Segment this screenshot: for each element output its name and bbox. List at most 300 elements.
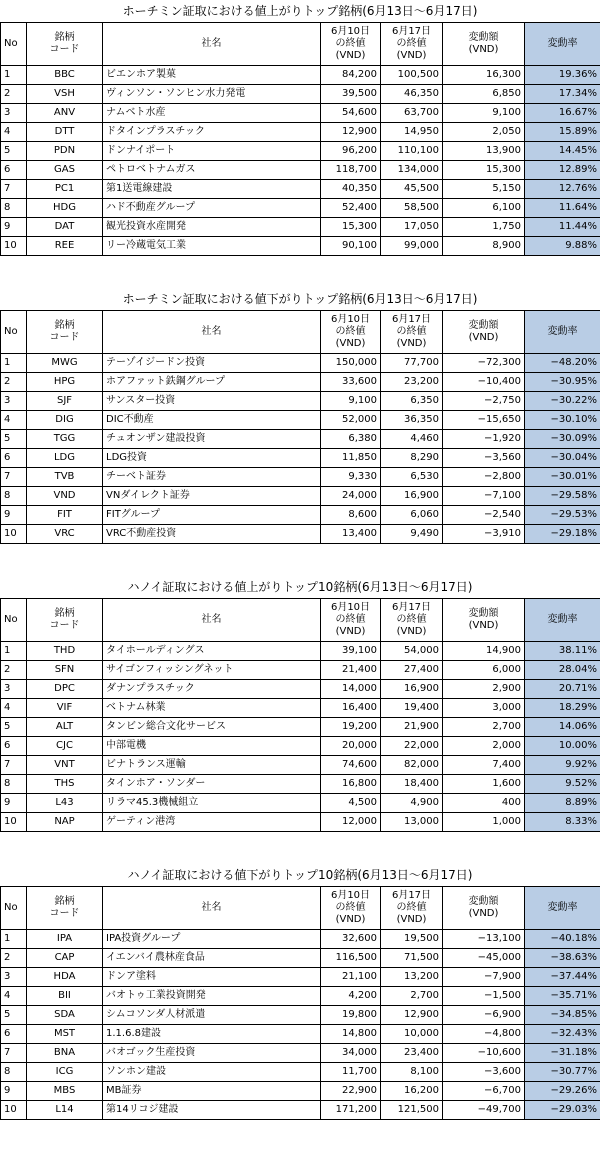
table-row (1, 430, 600, 449)
cell-no: 10 (1, 1101, 27, 1120)
cell-price-jun17: 6,350 (381, 392, 443, 411)
table-row (1, 506, 600, 525)
table-row (1, 794, 600, 813)
cell-no: 9 (1, 794, 27, 813)
cell-rate: 9.88% (525, 237, 600, 256)
cell-rate: 11.44% (525, 218, 600, 237)
cell-price-jun10: 150,000 (321, 354, 381, 373)
cell-rate: −29.26% (525, 1082, 600, 1101)
cell-no: 2 (1, 373, 27, 392)
cell-code: L14 (27, 1101, 103, 1120)
cell-code: GAS (27, 161, 103, 180)
cell-no: 6 (1, 1025, 27, 1044)
table-row (1, 85, 600, 104)
cell-price-jun17: 22,000 (381, 737, 443, 756)
cell-price-jun10: 11,850 (321, 449, 381, 468)
cell-rate: 15.89% (525, 123, 600, 142)
cell-rate: −30.22% (525, 392, 600, 411)
cell-rate: 12.89% (525, 161, 600, 180)
cell-price-jun10: 12,900 (321, 123, 381, 142)
cell-rate: −30.01% (525, 468, 600, 487)
header-no: No (1, 599, 27, 642)
cell-company-name: ナムベト水産 (103, 104, 321, 123)
cell-no: 1 (1, 66, 27, 85)
cell-change: 8,900 (443, 237, 525, 256)
cell-rate: −31.18% (525, 1044, 600, 1063)
cell-company-name: 第1送電線建設 (103, 180, 321, 199)
cell-rate: 8.89% (525, 794, 600, 813)
cell-price-jun10: 14,800 (321, 1025, 381, 1044)
cell-code: VNT (27, 756, 103, 775)
cell-change: 1,600 (443, 775, 525, 794)
cell-no: 3 (1, 680, 27, 699)
cell-company-name: IPA投資グループ (103, 930, 321, 949)
cell-price-jun17: 71,500 (381, 949, 443, 968)
cell-change: 1,000 (443, 813, 525, 832)
cell-no: 8 (1, 1063, 27, 1082)
cell-price-jun17: 9,490 (381, 525, 443, 544)
header-name: 社名 (103, 23, 321, 66)
cell-price-jun10: 116,500 (321, 949, 381, 968)
cell-price-jun10: 21,400 (321, 661, 381, 680)
cell-company-name: ビエンホア製菓 (103, 66, 321, 85)
header-name: 社名 (103, 599, 321, 642)
header-code: 銘柄 コード (27, 887, 103, 930)
cell-rate: 12.76% (525, 180, 600, 199)
cell-company-name: 観光投資水産開発 (103, 218, 321, 237)
cell-code: PC1 (27, 180, 103, 199)
cell-no: 7 (1, 468, 27, 487)
cell-price-jun17: 110,100 (381, 142, 443, 161)
cell-company-name: リラマ45.3機械組立 (103, 794, 321, 813)
cell-change: −3,560 (443, 449, 525, 468)
table-row (1, 392, 600, 411)
cell-price-jun10: 90,100 (321, 237, 381, 256)
cell-change: −7,100 (443, 487, 525, 506)
cell-price-jun10: 24,000 (321, 487, 381, 506)
cell-no: 5 (1, 142, 27, 161)
cell-price-jun17: 21,900 (381, 718, 443, 737)
cell-company-name: 第14リコジ建設 (103, 1101, 321, 1120)
cell-price-jun17: 19,400 (381, 699, 443, 718)
cell-price-jun17: 8,290 (381, 449, 443, 468)
cell-change: 3,000 (443, 699, 525, 718)
cell-rate: −30.10% (525, 411, 600, 430)
cell-code: SJF (27, 392, 103, 411)
cell-code: ICG (27, 1063, 103, 1082)
cell-code: NAP (27, 813, 103, 832)
cell-no: 9 (1, 218, 27, 237)
table-row (1, 737, 600, 756)
cell-no: 6 (1, 449, 27, 468)
cell-company-name: FITグループ (103, 506, 321, 525)
cell-company-name: VRC不動産投資 (103, 525, 321, 544)
cell-company-name: バオゴック生産投資 (103, 1044, 321, 1063)
cell-price-jun17: 12,900 (381, 1006, 443, 1025)
cell-company-name: ハド不動産グループ (103, 199, 321, 218)
cell-change: 2,000 (443, 737, 525, 756)
cell-company-name: バオトゥ工業投資開発 (103, 987, 321, 1006)
cell-price-jun17: 77,700 (381, 354, 443, 373)
cell-rate: −30.09% (525, 430, 600, 449)
cell-no: 9 (1, 1082, 27, 1101)
cell-change: 6,000 (443, 661, 525, 680)
cell-no: 8 (1, 487, 27, 506)
cell-rate: −29.03% (525, 1101, 600, 1120)
cell-change: −49,700 (443, 1101, 525, 1120)
cell-price-jun10: 54,600 (321, 104, 381, 123)
cell-change: 2,050 (443, 123, 525, 142)
table-row (1, 373, 600, 392)
cell-company-name: 中部電機 (103, 737, 321, 756)
cell-code: REE (27, 237, 103, 256)
cell-change: −2,800 (443, 468, 525, 487)
cell-code: TVB (27, 468, 103, 487)
cell-price-jun17: 82,000 (381, 756, 443, 775)
cell-price-jun17: 23,200 (381, 373, 443, 392)
cell-company-name: タインホア・ソンダー (103, 775, 321, 794)
cell-change: −2,540 (443, 506, 525, 525)
cell-code: ANV (27, 104, 103, 123)
cell-rate: −32.43% (525, 1025, 600, 1044)
cell-rate: −35.71% (525, 987, 600, 1006)
cell-change: 16,300 (443, 66, 525, 85)
cell-company-name: タイホールディングス (103, 642, 321, 661)
cell-price-jun17: 10,000 (381, 1025, 443, 1044)
table-row (1, 104, 600, 123)
cell-change: −1,500 (443, 987, 525, 1006)
cell-code: L43 (27, 794, 103, 813)
cell-change: 13,900 (443, 142, 525, 161)
cell-price-jun10: 4,200 (321, 987, 381, 1006)
cell-price-jun10: 14,000 (321, 680, 381, 699)
table-row (1, 813, 600, 832)
header-price-jun10: 6月10日 の終値 (VND) (321, 311, 381, 354)
ranking-table (0, 598, 600, 832)
ranking-table (0, 886, 600, 1120)
cell-company-name: ソンホン建設 (103, 1063, 321, 1082)
cell-rate: −30.95% (525, 373, 600, 392)
cell-code: DAT (27, 218, 103, 237)
cell-no: 7 (1, 756, 27, 775)
header-rate: 変動率 (525, 23, 600, 66)
cell-code: TGG (27, 430, 103, 449)
cell-company-name: サイゴンフィッシングネット (103, 661, 321, 680)
table-row (1, 411, 600, 430)
cell-rate: 20.71% (525, 680, 600, 699)
cell-code: MWG (27, 354, 103, 373)
cell-change: −6,700 (443, 1082, 525, 1101)
cell-code: VIF (27, 699, 103, 718)
cell-rate: 8.33% (525, 813, 600, 832)
cell-price-jun10: 32,600 (321, 930, 381, 949)
cell-price-jun10: 40,350 (321, 180, 381, 199)
cell-company-name: リー冷蔵電気工業 (103, 237, 321, 256)
table-row (1, 161, 600, 180)
cell-price-jun17: 16,200 (381, 1082, 443, 1101)
cell-change: 14,900 (443, 642, 525, 661)
cell-code: THD (27, 642, 103, 661)
cell-price-jun17: 19,500 (381, 930, 443, 949)
cell-change: 15,300 (443, 161, 525, 180)
header-code: 銘柄 コード (27, 311, 103, 354)
header-no: No (1, 23, 27, 66)
cell-rate: −29.58% (525, 487, 600, 506)
cell-price-jun10: 4,500 (321, 794, 381, 813)
cell-no: 5 (1, 718, 27, 737)
cell-price-jun17: 27,400 (381, 661, 443, 680)
section-title: ホーチミン証取における値下がりトップ銘柄(6月13日～6月17日) (122, 292, 478, 306)
cell-price-jun17: 18,400 (381, 775, 443, 794)
cell-price-jun10: 16,400 (321, 699, 381, 718)
cell-code: VND (27, 487, 103, 506)
header-price-jun10: 6月10日 の終値 (VND) (321, 23, 381, 66)
header-change: 変動額 (VND) (443, 599, 525, 642)
cell-code: CAP (27, 949, 103, 968)
cell-rate: −30.77% (525, 1063, 600, 1082)
table-row (1, 199, 600, 218)
header-price-jun10: 6月10日 の終値 (VND) (321, 887, 381, 930)
cell-price-jun10: 19,800 (321, 1006, 381, 1025)
cell-no: 10 (1, 813, 27, 832)
ranking-section (0, 288, 600, 544)
cell-code: DTT (27, 123, 103, 142)
cell-price-jun17: 14,950 (381, 123, 443, 142)
cell-company-name: ドンア塗料 (103, 968, 321, 987)
cell-code: VSH (27, 85, 103, 104)
cell-change: −15,650 (443, 411, 525, 430)
cell-code: BNA (27, 1044, 103, 1063)
cell-price-jun17: 13,000 (381, 813, 443, 832)
cell-no: 10 (1, 525, 27, 544)
cell-rate: 9.52% (525, 775, 600, 794)
cell-rate: 11.64% (525, 199, 600, 218)
table-row (1, 218, 600, 237)
cell-code: CJC (27, 737, 103, 756)
cell-code: SDA (27, 1006, 103, 1025)
cell-price-jun17: 134,000 (381, 161, 443, 180)
cell-no: 7 (1, 1044, 27, 1063)
header-change: 変動額 (VND) (443, 311, 525, 354)
cell-change: 9,100 (443, 104, 525, 123)
table-row (1, 680, 600, 699)
cell-code: THS (27, 775, 103, 794)
cell-company-name: ビナトランス運輸 (103, 756, 321, 775)
cell-company-name: ヴィンソン・ソンヒン水力発電 (103, 85, 321, 104)
table-header-row (1, 23, 600, 66)
cell-no: 4 (1, 699, 27, 718)
cell-change: −72,300 (443, 354, 525, 373)
table-row (1, 930, 600, 949)
cell-price-jun10: 9,100 (321, 392, 381, 411)
cell-price-jun17: 45,500 (381, 180, 443, 199)
cell-price-jun10: 118,700 (321, 161, 381, 180)
header-rate: 変動率 (525, 311, 600, 354)
cell-price-jun10: 34,000 (321, 1044, 381, 1063)
cell-company-name: ゲーティン港湾 (103, 813, 321, 832)
cell-price-jun17: 54,000 (381, 642, 443, 661)
cell-price-jun10: 12,000 (321, 813, 381, 832)
cell-no: 2 (1, 661, 27, 680)
cell-change: −2,750 (443, 392, 525, 411)
cell-change: 6,100 (443, 199, 525, 218)
table-header-row (1, 887, 600, 930)
cell-change: −13,100 (443, 930, 525, 949)
cell-change: 2,700 (443, 718, 525, 737)
cell-company-name: ベトナム林業 (103, 699, 321, 718)
cell-rate: 17.34% (525, 85, 600, 104)
header-rate: 変動率 (525, 887, 600, 930)
table-row (1, 525, 600, 544)
cell-company-name: DIC不動産 (103, 411, 321, 430)
cell-company-name: ダナンプラスチック (103, 680, 321, 699)
cell-rate: −29.53% (525, 506, 600, 525)
cell-price-jun17: 16,900 (381, 487, 443, 506)
cell-no: 8 (1, 199, 27, 218)
cell-code: BII (27, 987, 103, 1006)
cell-rate: −29.18% (525, 525, 600, 544)
cell-price-jun10: 19,200 (321, 718, 381, 737)
table-row (1, 699, 600, 718)
cell-price-jun17: 16,900 (381, 680, 443, 699)
table-row (1, 661, 600, 680)
cell-no: 2 (1, 949, 27, 968)
table-row (1, 142, 600, 161)
cell-code: ALT (27, 718, 103, 737)
cell-change: 6,850 (443, 85, 525, 104)
cell-rate: 38.11% (525, 642, 600, 661)
cell-rate: 10.00% (525, 737, 600, 756)
header-price-jun17: 6月17日 の終値 (VND) (381, 887, 443, 930)
cell-price-jun17: 6,530 (381, 468, 443, 487)
header-name: 社名 (103, 887, 321, 930)
header-price-jun17: 6月17日 の終値 (VND) (381, 311, 443, 354)
cell-price-jun10: 6,380 (321, 430, 381, 449)
cell-no: 3 (1, 104, 27, 123)
cell-company-name: チーベト証券 (103, 468, 321, 487)
cell-no: 10 (1, 237, 27, 256)
table-row (1, 354, 600, 373)
cell-price-jun10: 39,500 (321, 85, 381, 104)
table-row (1, 987, 600, 1006)
cell-rate: −34.85% (525, 1006, 600, 1025)
cell-price-jun17: 4,460 (381, 430, 443, 449)
cell-price-jun17: 6,060 (381, 506, 443, 525)
ranking-section (0, 864, 600, 1120)
cell-code: BBC (27, 66, 103, 85)
table-row (1, 66, 600, 85)
table-row (1, 1044, 600, 1063)
table-row (1, 1006, 600, 1025)
cell-no: 2 (1, 85, 27, 104)
cell-price-jun10: 39,100 (321, 642, 381, 661)
section-title: ハノイ証取における値下がりトップ10銘柄(6月13日～6月17日) (127, 868, 473, 882)
cell-rate: 16.67% (525, 104, 600, 123)
cell-price-jun10: 16,800 (321, 775, 381, 794)
cell-price-jun10: 171,200 (321, 1101, 381, 1120)
cell-price-jun17: 58,500 (381, 199, 443, 218)
header-price-jun10: 6月10日 の終値 (VND) (321, 599, 381, 642)
cell-price-jun17: 99,000 (381, 237, 443, 256)
cell-no: 9 (1, 506, 27, 525)
cell-company-name: ホアファット鉄鋼グループ (103, 373, 321, 392)
cell-change: −6,900 (443, 1006, 525, 1025)
cell-price-jun17: 13,200 (381, 968, 443, 987)
table-row (1, 968, 600, 987)
cell-no: 5 (1, 1006, 27, 1025)
table-header-row (1, 599, 600, 642)
cell-price-jun10: 21,100 (321, 968, 381, 987)
table-row (1, 642, 600, 661)
cell-price-jun10: 84,200 (321, 66, 381, 85)
table-header-row (1, 311, 600, 354)
cell-code: HPG (27, 373, 103, 392)
table-row (1, 449, 600, 468)
cell-rate: 14.06% (525, 718, 600, 737)
cell-no: 6 (1, 737, 27, 756)
cell-code: MBS (27, 1082, 103, 1101)
cell-code: FIT (27, 506, 103, 525)
cell-company-name: VNダイレクト証券 (103, 487, 321, 506)
cell-change: 7,400 (443, 756, 525, 775)
cell-change: −45,000 (443, 949, 525, 968)
ranking-table (0, 22, 600, 256)
header-code: 銘柄 コード (27, 23, 103, 66)
cell-price-jun17: 63,700 (381, 104, 443, 123)
header-change: 変動額 (VND) (443, 887, 525, 930)
cell-price-jun17: 17,050 (381, 218, 443, 237)
cell-price-jun10: 9,330 (321, 468, 381, 487)
cell-company-name: サンスター投資 (103, 392, 321, 411)
cell-change: −4,800 (443, 1025, 525, 1044)
table-row (1, 1101, 600, 1120)
cell-no: 1 (1, 930, 27, 949)
cell-change: −10,400 (443, 373, 525, 392)
cell-code: HDG (27, 199, 103, 218)
ranking-section (0, 0, 600, 256)
cell-company-name: テーゾイジードン投資 (103, 354, 321, 373)
cell-code: HDA (27, 968, 103, 987)
cell-price-jun10: 96,200 (321, 142, 381, 161)
cell-company-name: MB証券 (103, 1082, 321, 1101)
cell-company-name: シムコソンダ人材派遣 (103, 1006, 321, 1025)
cell-price-jun10: 74,600 (321, 756, 381, 775)
cell-company-name: タンビン総合文化サービス (103, 718, 321, 737)
cell-price-jun17: 100,500 (381, 66, 443, 85)
cell-change: 2,900 (443, 680, 525, 699)
cell-rate: 19.36% (525, 66, 600, 85)
cell-change: −10,600 (443, 1044, 525, 1063)
cell-change: −7,900 (443, 968, 525, 987)
cell-no: 7 (1, 180, 27, 199)
cell-price-jun17: 23,400 (381, 1044, 443, 1063)
cell-code: DIG (27, 411, 103, 430)
header-price-jun17: 6月17日 の終値 (VND) (381, 23, 443, 66)
cell-price-jun10: 20,000 (321, 737, 381, 756)
cell-change: 5,150 (443, 180, 525, 199)
table-row (1, 487, 600, 506)
cell-rate: 14.45% (525, 142, 600, 161)
cell-code: VRC (27, 525, 103, 544)
header-name: 社名 (103, 311, 321, 354)
cell-price-jun17: 8,100 (381, 1063, 443, 1082)
cell-company-name: イエンバイ農林産食品 (103, 949, 321, 968)
table-row (1, 1063, 600, 1082)
table-row (1, 756, 600, 775)
cell-change: 400 (443, 794, 525, 813)
cell-price-jun10: 52,400 (321, 199, 381, 218)
cell-code: LDG (27, 449, 103, 468)
